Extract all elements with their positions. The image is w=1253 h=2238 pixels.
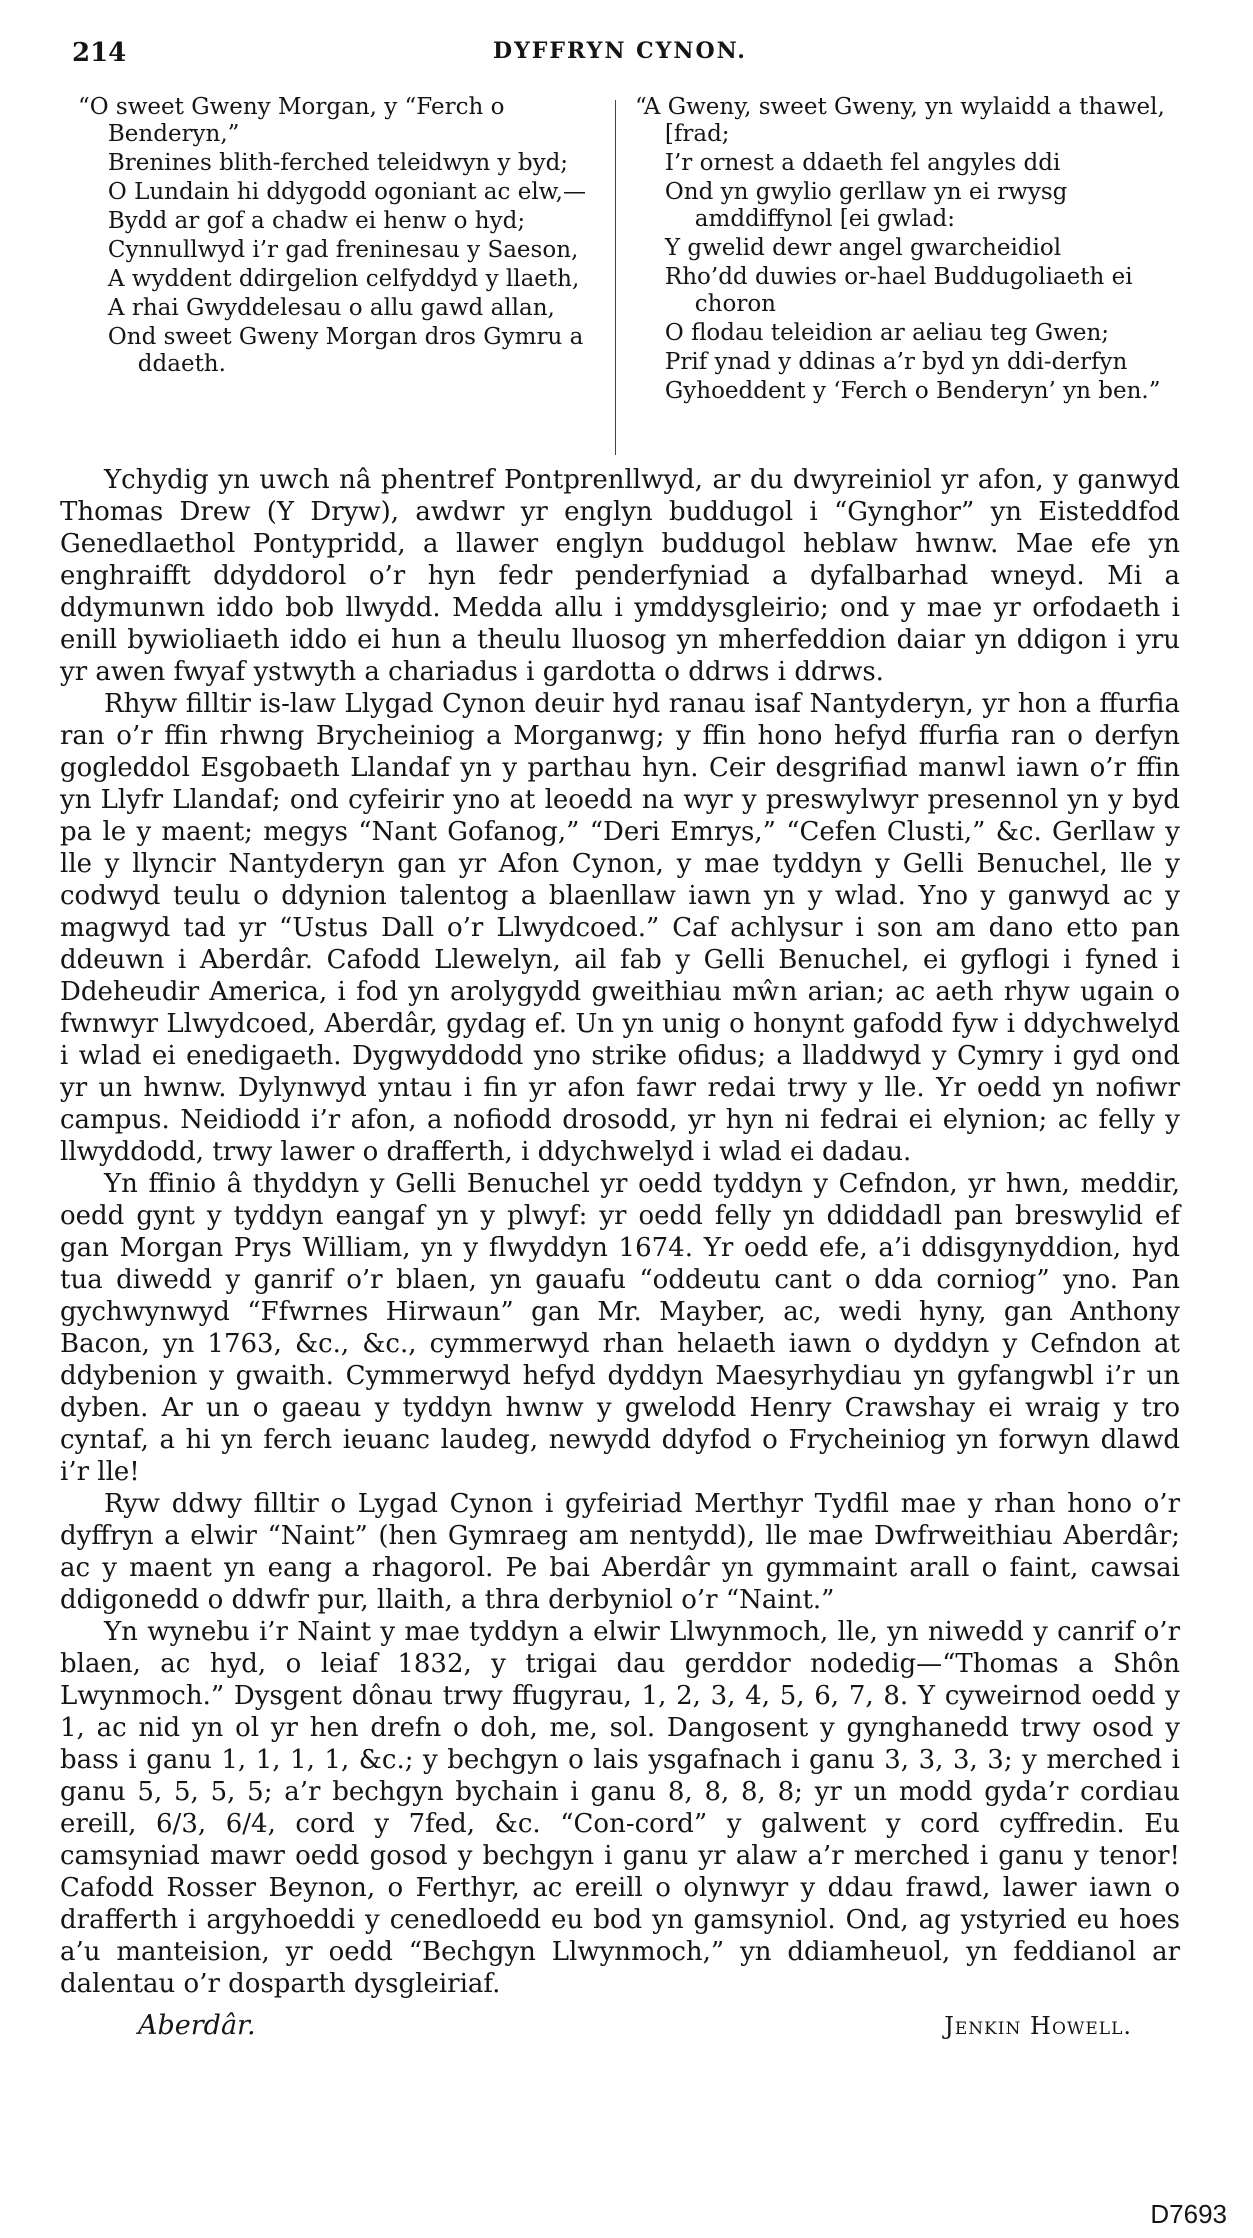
paragraph: Rhyw filltir is-law Llygad Cynon deuir hyd ranau isaf Nantyderyn, yr hon a ffurfia ran o’r ffin rhwng Brycheiniog a Morganwg; y ffin hono hefyd ffurfia ran o derfyn gogleddol Esgobaeth Llandaf yn y parthau hyn. Ceir desgrifiad manwl iawn o’r ffin yn Llyfr Llandaf; ond cyfeirir yno at leoedd na wyr y preswylwyr presennol yn y byd pa le y maent; megys “Nant Gofanog,” “Deri Emrys,” “Cefen Clusti,” &c. Gerllaw y lle y llyncir Nantyderyn gan yr Afon Cynon, y mae tyddyn y Gelli Benuchel, lle y codwyd teulu o ddynion talentog a blaenllaw iawn yn y wlad. Yno y ganwyd ac y magwyd tad yr “Ustus Dall o’r Llwydcoed.” Caf achlysur i son am dano etto pan ddeuwn i Aberdâr. Cafodd Llewelyn, ail fab y Gelli Benuchel, ei gyflogi i fyned i Ddeheudir America, i fod yn arolygydd gweithiau mŵn arian; ac aeth rhyw ugain o fwnwyr Llwydcoed, Aberdâr, gydag ef. Un yn unig o honynt gafodd fyw i ddychwelyd i wlad ei enedigaeth. Dygwyddodd yno strike ofidus; a lladdwyd y Cymry i gyd ond yr un hwnw. Dylynwyd yntau i fin yr afon fawr redai trwy y lle. Yr oedd yn nofiwr campus. Neidiodd i’r afon, a nofiodd drosodd, yr hyn ni fedrai ei elynion; ac felly y llwyddodd, trwy lawer o drafferth, i ddychwelyd i wlad ei dadau.: [60, 689, 1180, 1167]
poem-line: O Lundain hi ddygodd ogoniant ac elw,—: [107, 179, 586, 205]
column-divider: [615, 100, 616, 455]
signature-author: Jenkin Howell.: [944, 2012, 1132, 2040]
signature-place: Aberdâr.: [138, 2010, 256, 2041]
poem-line: Prif ynad y ddinas a’r byd yn ddi-derfyn: [664, 349, 1128, 375]
paragraph: Ryw ddwy filltir o Lygad Cynon i gyfeiriad Merthyr Tydfil mae y rhan hono o’r dyffryn a elwir “Naint” (hen Gymraeg am nentydd), lle mae Dwfrweithiau Aberdâr; ac y maent yn eang a rhagorol. Pe bai Aberdâr yn gymmaint arall o faint, cawsai ddigonedd o ddwfr pur, llaith, a thra derbyniol o’r “Naint.”: [60, 1489, 1180, 1615]
poem-line: “A Gweny, sweet Gweny, yn wylaidd a thawel, [frad;: [635, 94, 1165, 147]
poem-section: [60, 94, 1180, 464]
paragraph: Yn wynebu i’r Naint y mae tyddyn a elwir Llwynmoch, lle, yn niwedd y canrif o’r blaen, ac hyd, o leiaf 1832, y trigai dau gerddor nodedig—“Thomas a Shôn Lwynmoch.” Dysgent dônau trwy ffugyrau, 1, 2, 3, 4, 5, 6, 7, 8. Y cyweirnod oedd y 1, ac nid yn ol yr hen drefn o doh, me, sol. Dangosent y gynghanedd trwy osod y bass i ganu 1, 1, 1, 1, &c.; y bechgyn o lais ysgafnach i ganu 3, 3, 3, 3; y merched i ganu 5, 5, 5, 5; a’r bechgyn bychain i ganu 8, 8, 8, 8; yr un modd gyda’r cordiau ereill, 6/3, 6/4, cord y 7fed, &c. “Con-cord” y galwent y cord cyffredin. Eu camsyniad mawr oedd gosod y bechgyn i ganu yr alaw a’r merched i ganu y tenor! Cafodd Rosser Beynon, o Ferthyr, ac ereill o olynwyr y ddau frawd, lawer iawn o drafferth i argyhoeddi y cenedloedd eu bod yn gamsyniol. Ond, ag ystyried eu hoes a’u manteision, yr oedd “Bechgyn Llwynmoch,” yn ddiamheuol, yn feddianol ar dalentau o’r dosparth dysgleiriaf.: [60, 1617, 1180, 1999]
poem-line: Cynnullwyd i’r gad freninesau y Saeson,: [107, 237, 579, 263]
poem-column-left: [78, 94, 608, 380]
page-number: 214: [72, 38, 127, 68]
poem-line: O flodau teleidion ar aeliau teg Gwen;: [664, 320, 1110, 346]
paragraph: Ychydig yn uwch nâ phentref Pontprenllwyd, ar du dwyreiniol yr afon, y ganwyd Thomas Drew (Y Dryw), awdwr yr englyn buddugol i “Gynghor” yn Eisteddfod Genedlaethol Pontypridd, a llawer englyn buddugol heblaw hwnw. Mae efe yn enghraifft ddyddorol o’r hyn fedr penderfyniad a dyfalbarhad wneyd. Mi a ddymunwn iddo bob llwydd. Medda allu i ymddysgleirio; ond y mae yr orfodaeth i enill bywioliaeth iddo ei hun a theulu lluosog yn mherfeddion daiar yn ddigon i yru yr awen fwyaf ystwyth a chariadus i gardotta o ddrws i ddrws.: [60, 465, 1180, 687]
poem-line: “O sweet Gweny Morgan, y “Ferch o Benderyn,”: [78, 94, 505, 147]
prose-body: [60, 464, 1180, 2000]
document-page: [60, 30, 1180, 2220]
paragraph: Yn ffinio â thyddyn y Gelli Benuchel yr oedd tyddyn y Cefndon, yr hwn, meddir, oedd gynt y tyddyn eangaf yn y plwyf: yr oedd felly yn ddiddadl pan breswylid ef gan Morgan Prys William, yn y flwyddyn 1674. Yr oedd efe, a’i ddisgynyddion, hyd tua diwedd y ganrif o’r blaen, yn gauafu “oddeutu cant o dda corniog” yno. Pan gychwynwyd “Ffwrnes Hirwaun” gan Mr. Mayber, ac, wedi hyny, gan Anthony Bacon, yn 1763, &c., &c., cymmerwyd rhan helaeth iawn o dyddyn y Cefndon at ddybenion y gwaith. Cymmerwyd hefyd dyddyn Maesyrhydiau yn gyfangwbl i’r un dyben. Ar un o gaeau y tyddyn hwnw y gwelodd Henry Crawshay ei wraig y tro cyntaf, a hi yn ferch ieuanc laudeg, newydd ddyfod o Frycheiniog yn forwyn dlawd i’r lle!: [60, 1169, 1180, 1487]
poem-line: Brenines blith-ferched teleidwyn y byd;: [107, 150, 569, 176]
poem-line: Y gwelid dewr angel gwarcheidiol: [664, 235, 1062, 261]
signature-line: [60, 2010, 1180, 2054]
catalog-id: D7693: [1150, 2199, 1227, 2229]
poem-line: I’r ornest a ddaeth fel angyles ddi: [664, 150, 1061, 176]
poem-line: A wyddent ddirgelion celfyddyd y llaeth,: [107, 266, 580, 292]
poem-line: Gyhoeddent y ‘Ferch o Benderyn’ yn ben.”: [664, 378, 1161, 404]
poem-line: Rho’dd duwies or-hael Buddugoliaeth ei choron: [664, 264, 1133, 317]
poem-line: Ond yn gwylio gerllaw yn ei rwysg amddiffynol [ei gwlad:: [664, 179, 1068, 232]
poem-line: A rhai Gwyddelesau o allu gawd allan,: [107, 295, 555, 321]
poem-column-right: [635, 94, 1165, 407]
poem-line: Bydd ar gof a chadw ei henw o hyd;: [107, 208, 526, 234]
poem-line: Ond sweet Gweny Morgan dros Gymru a ddaeth.: [107, 324, 584, 377]
running-title: DYFFRYN CYNON.: [493, 38, 747, 64]
running-head: [60, 30, 1180, 70]
